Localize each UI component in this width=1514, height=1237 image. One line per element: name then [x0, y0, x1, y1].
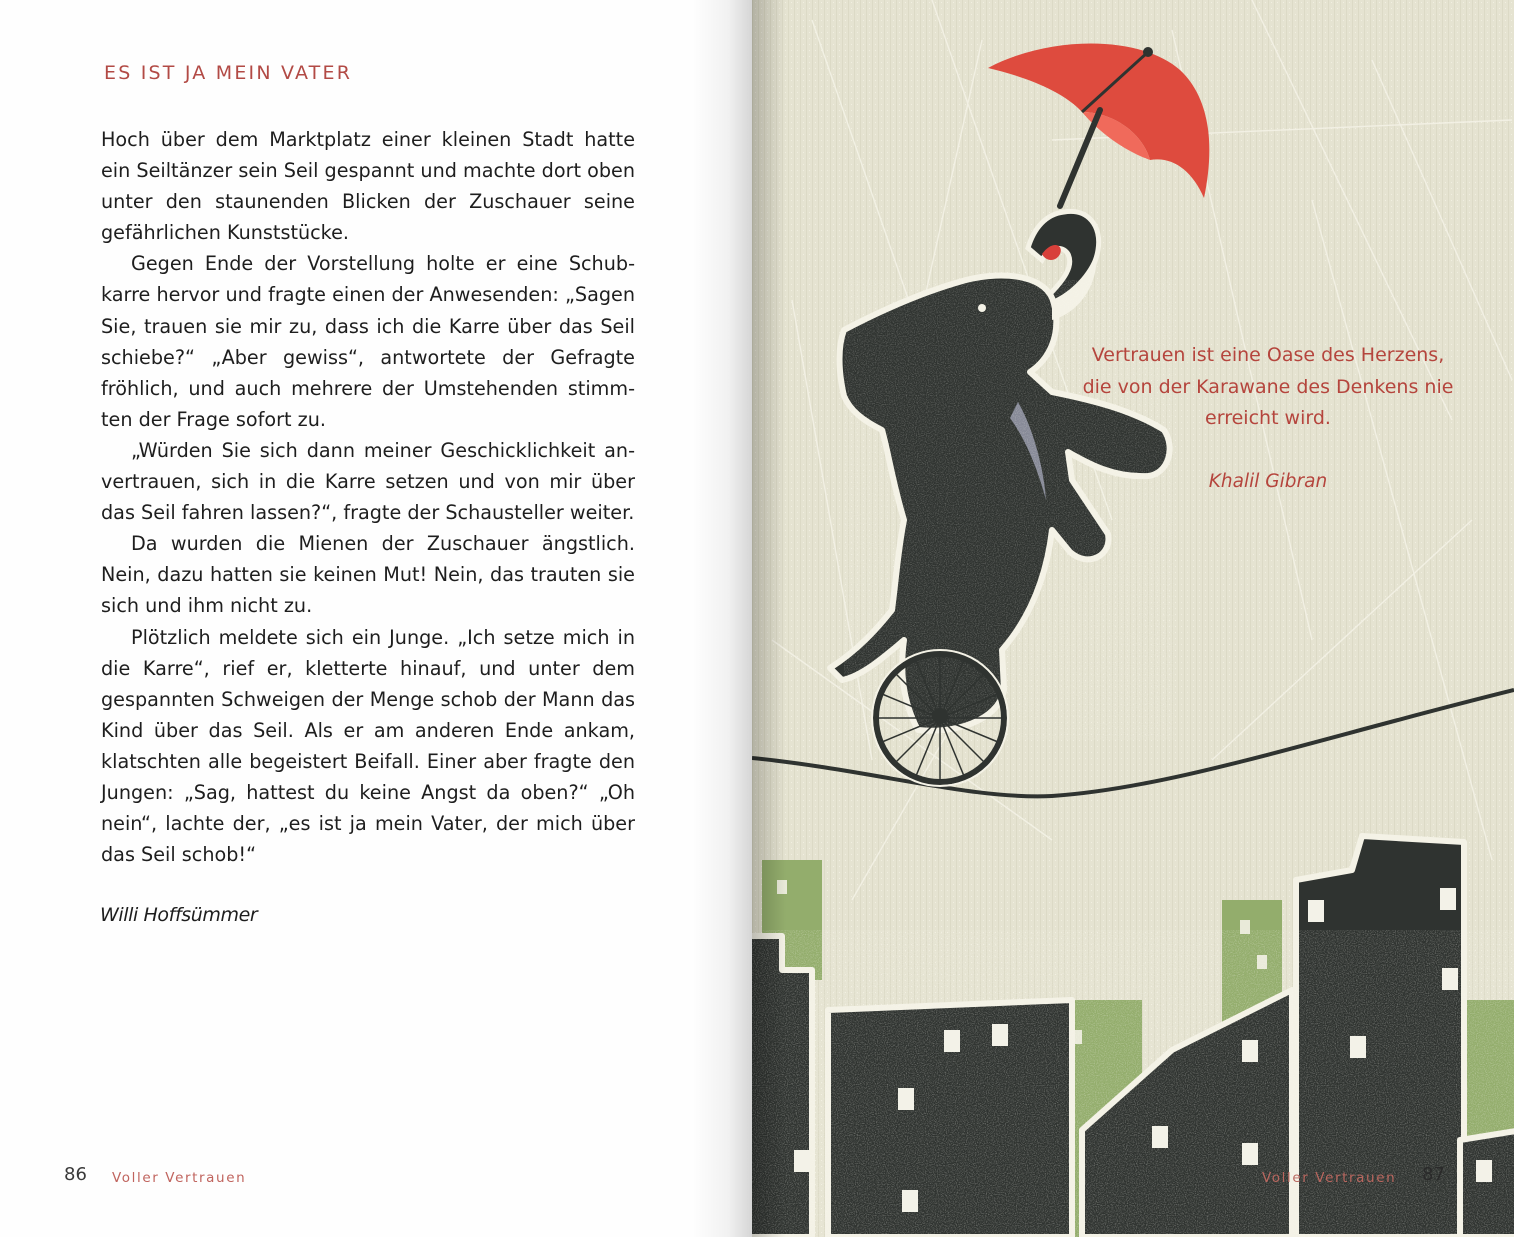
quote-block	[1078, 340, 1458, 497]
illustration	[752, 0, 1514, 1237]
page-number-right: 87	[1422, 1164, 1445, 1185]
story-author: Willi Hoffsümmer	[100, 904, 258, 926]
running-head-left: Voller Vertrauen	[112, 1170, 247, 1186]
story-body	[101, 124, 635, 870]
quote-text: Vertrauen ist eine Oase des Herzens, die von der Karawane des Denkens nie erreicht wird.	[1082, 344, 1454, 429]
page-number-left: 86	[64, 1164, 87, 1185]
story-paragraph: Gegen Ende der Vorstellung holte er eine Schubkarre hervor und fragte einen der Anwesenden: „Sagen Sie, trauen sie mir zu, dass ich die Karre über das Seil schiebe?“ „Aber gewiss“, antwortete der Gefragte fröhlich, und auch mehrere der Umstehenden stimmten der Frage sofort zu.	[101, 252, 635, 431]
story-paragraph: Plötzlich meldete sich ein Junge. „Ich setze mich in die Karre“, rief er, kletterte hinauf, und unter dem gespannten Schweigen der Menge schob der Mann das Kind über das Seil. Als er am anderen Ende ankam, klatschten alle begeistert Beifall. Einer aber fragte den Jungen: „Sag, hattest du keine Angst da oben?“ „Oh nein“, lachte der, „es ist ja mein Vater, der mich über das Seil schob!“	[101, 625, 635, 867]
story-title: ES IST JA MEIN VATER	[104, 62, 353, 84]
story-paragraph: „Würden Sie sich dann meiner Geschicklichkeit anvertrauen, sich in die Karre setzen und von mir über das Seil fahren lassen?“, fragte der Schausteller weiter.	[101, 438, 635, 525]
quote-author: Khalil Gibran	[1208, 470, 1328, 492]
story-paragraph: Da wurden die Mienen der Zuschauer ängstlich. Nein, dazu hatten sie keinen Mut! Nein, das trauten sie sich und ihm nicht zu.	[101, 532, 635, 618]
right-page	[752, 0, 1514, 1237]
left-page	[0, 0, 752, 1237]
running-head-right: Voller Vertrauen	[1262, 1170, 1397, 1186]
unicycle-icon	[872, 650, 1008, 786]
story-paragraph: Hoch über dem Marktplatz einer kleinen Stadt hatte ein Seiltänzer sein Seil gespannt und machte dort oben unter den staunenden Blicken der Zuschauer seine gefährlichen Kunststücke.	[101, 128, 635, 245]
gutter-shadow-left	[692, 0, 752, 1237]
texture-overlay	[752, 930, 1514, 1237]
